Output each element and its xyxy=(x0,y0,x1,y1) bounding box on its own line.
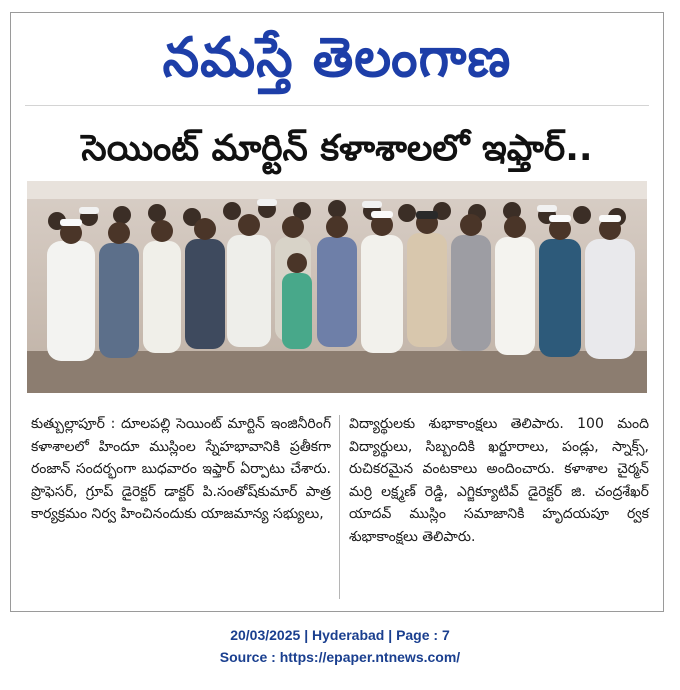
clipping-footer xyxy=(0,624,680,668)
footer-source: Source : https://epaper.ntnews.com/ xyxy=(219,649,461,665)
headline-text: సెయింట్ మార్టిన్ కళాశాలలో ఇఫ్తార్.. xyxy=(81,128,593,169)
group-photo xyxy=(27,181,647,393)
article-body xyxy=(27,413,647,613)
group-photo-illustration xyxy=(27,181,647,393)
article-column-left xyxy=(31,413,331,526)
footer-meta-line xyxy=(0,624,680,646)
masthead-divider xyxy=(25,105,649,106)
column-rule xyxy=(339,415,340,599)
article-headline xyxy=(11,121,663,177)
footer-page: Page : 7 xyxy=(396,627,450,643)
masthead-logo: నమస్తే తెలంగాణ xyxy=(162,26,512,90)
newspaper-masthead xyxy=(11,19,663,97)
article-paragraph-left: కుత్బుల్లాపూర్ : దూలపల్లి సెయింట్ మార్టిన్ ఇంజినీరింగ్ కళాశాలలో హిందూ ముస్లింల స్నేహభావానికి ప్రతీకగా రంజాన్ సందర్భంగా బుధవారం ఇఫ్తార్ ఏర్పాటు చేశారు. ప్రొఫెసర్, గ్రూప్ డైరెక్టర్ డాక్టర్ పి.సంతోష్‌కుమార్ పాత్ర కార్యక్రమం నిర్వ హించినందుకు యాజమాన్య సభ్యులు, xyxy=(31,416,331,523)
footer-date: 20/03/2025 xyxy=(230,627,301,643)
footer-city: Hyderabad xyxy=(312,627,385,643)
article-column-right xyxy=(349,413,649,549)
clipping-frame xyxy=(10,12,664,612)
article-paragraph-right: విద్యార్థులకు శుభాకాంక్షలు తెలిపారు. 100 మంది విద్యార్థులు, సిబ్బందికి ఖర్జూరాలు, పండ్లు, స్నాక్స్, రుచికరమైన వంటకాలు అందించారు. కళాశాల చైర్మన్ మర్రి లక్ష్మణ్ రెడ్డి, ఎగ్జిక్యూటివ్ డైరెక్టర్ జి. చంద్రశేఖర్ యాదవ్ ముస్లిం సమాజానికి హృదయపూ ర్వక శుభాకాంక్షలు తెలిపారు. xyxy=(349,416,649,545)
footer-separator: | xyxy=(388,627,397,643)
footer-separator: | xyxy=(304,627,312,643)
